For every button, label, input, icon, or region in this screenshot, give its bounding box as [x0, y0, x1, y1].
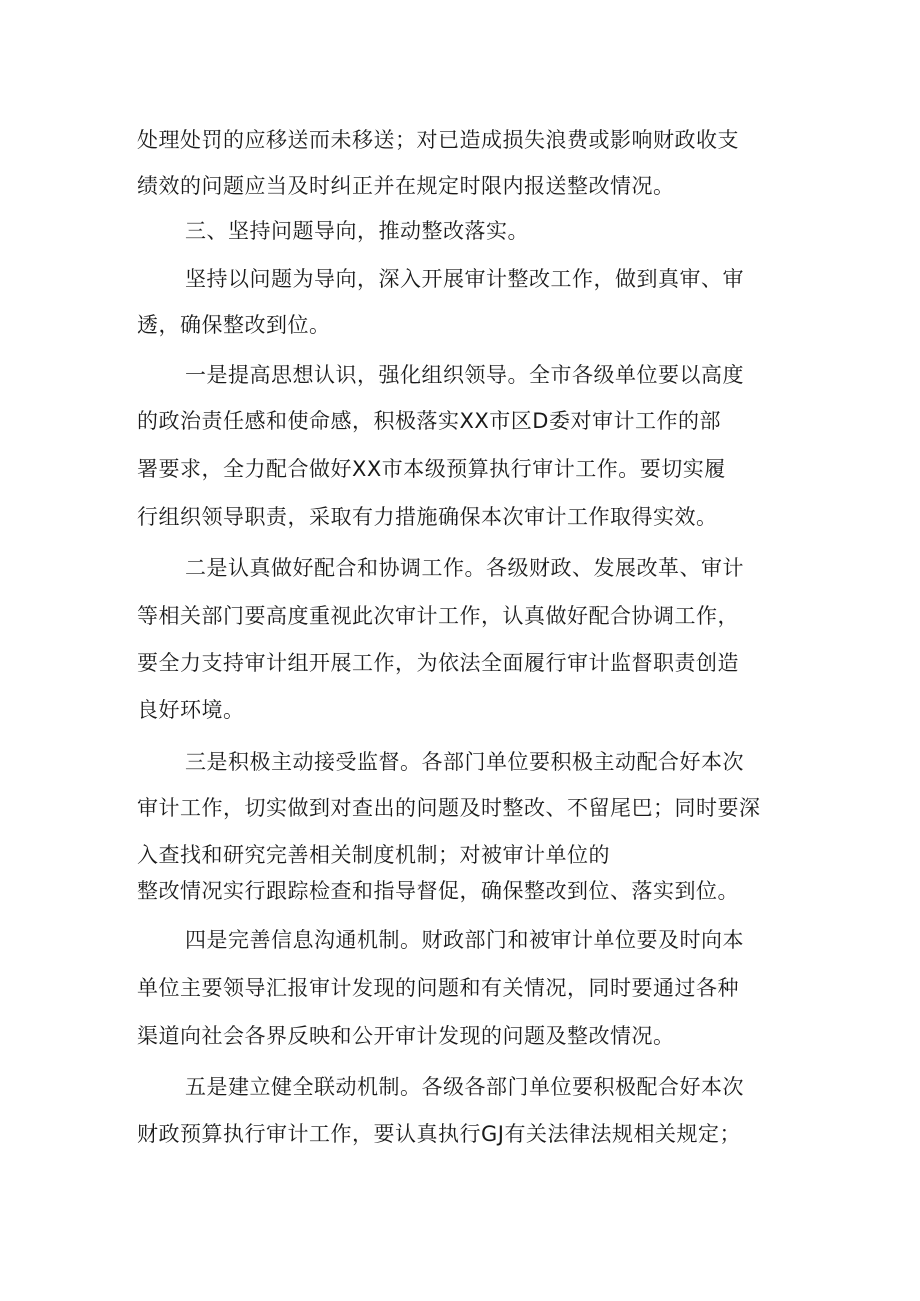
text-line: 等相关部门要高度重视此次审计工作，认真做好配合协调工作， [137, 604, 739, 628]
text-line: 四是完善信息沟通机制。财政部门和被审计单位要及时向本 [185, 928, 744, 952]
text-line: 整改情况实行跟踪检查和指导督促，确保整改到位、落实到位。 [137, 879, 739, 903]
text-line: 处理处罚的应移送而未移送；对已造成损失浪费或影响财政收支 [137, 128, 739, 152]
text-line: 绩效的问题应当及时纠正并在规定时限内报送整改情况。 [137, 174, 675, 198]
text-line: 渠道向社会各界反映和公开审计发现的问题及整改情况。 [137, 1024, 675, 1048]
text-line: 五是建立健全联动机制。各级各部门单位要积极配合好本次 [185, 1075, 744, 1099]
text-line: 二是认真做好配合和协调工作。各级财政、发展改革、审计 [185, 556, 744, 580]
text-line: 审计工作，切实做到对查出的问题及时整改、不留尾巴；同时要深 [137, 796, 761, 820]
text-line: 坚持以问题为导向，深入开展审计整改工作，做到真审、审 [185, 267, 744, 291]
text-line: 单位主要领导汇报审计发现的问题和有关情况，同时要通过各种 [137, 976, 739, 1000]
section-heading: 三、坚持问题导向，推动整改落实。 [185, 219, 529, 243]
text-line: 入查找和研究完善相关制度机制；对被审计单位的 [137, 843, 610, 867]
text-line: 要全力支持审计组开展工作，为依法全面履行审计监督职责创造 [137, 651, 739, 675]
text-line: 署要求，全力配合做好XX市本级预算执行审计工作。要切实履 [137, 457, 726, 481]
text-line: 三是积极主动接受监督。各部门单位要积极主动配合好本次 [185, 750, 744, 774]
text-line: 良好环境。 [137, 698, 245, 722]
text-line: 的政治责任感和使命感，积极落实XX市区D委对审计工作的部 [137, 409, 721, 433]
text-line: 行组织领导职责，采取有力措施确保本次审计工作取得实效。 [137, 505, 718, 529]
text-line: 透，确保整改到位。 [137, 313, 331, 337]
text-line: 一是提高思想认识，强化组织领导。全市各级单位要以高度 [185, 363, 744, 387]
text-line: 财政预算执行审计工作，要认真执行GJ有关法律法规相关规定； [137, 1122, 741, 1146]
